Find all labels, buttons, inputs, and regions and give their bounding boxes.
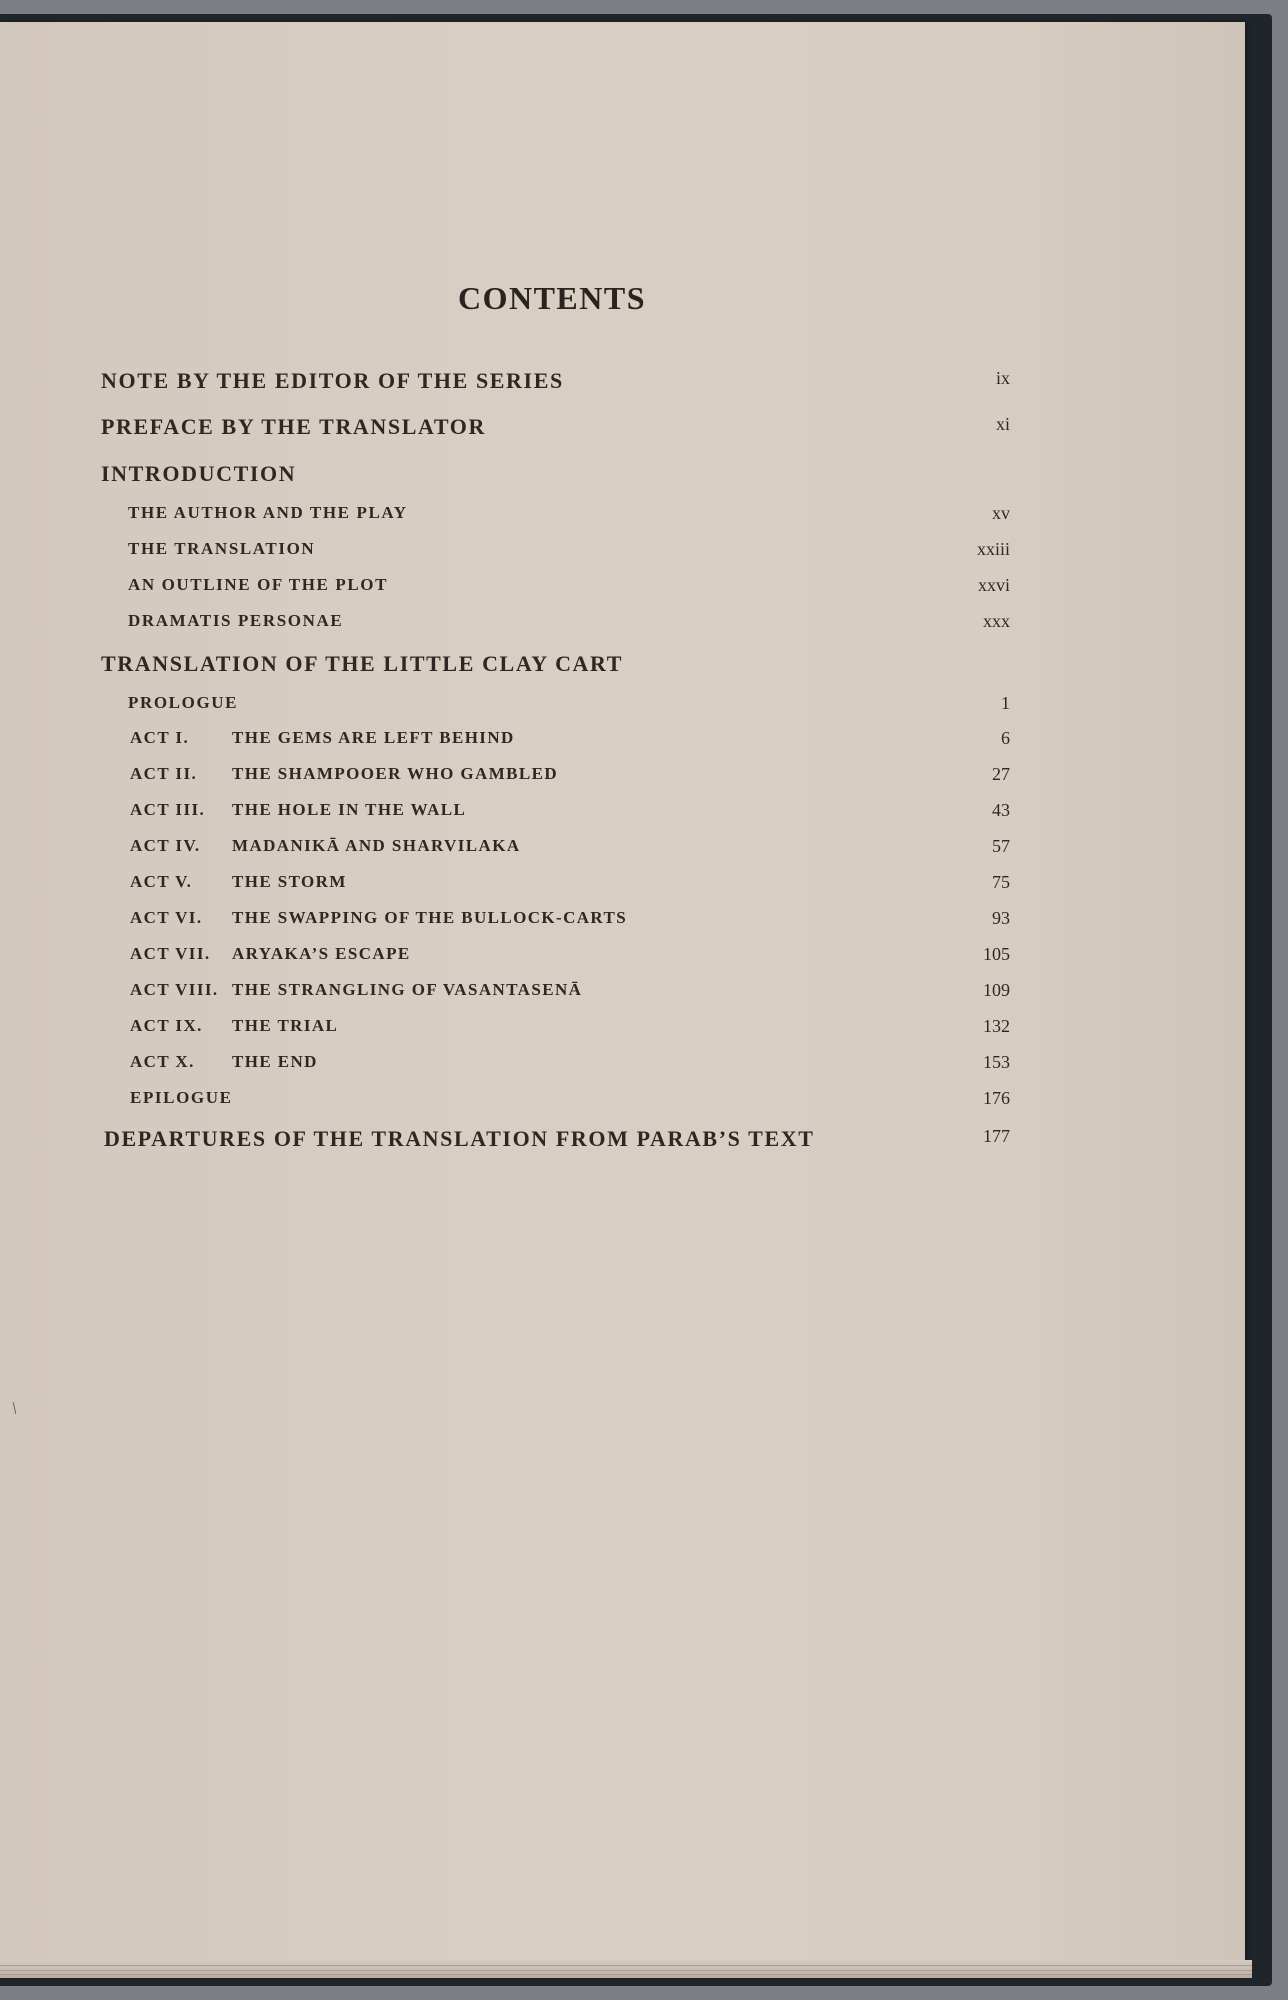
toc-act-title: THE STRANGLING OF VASANTASENĀ: [232, 980, 583, 999]
toc-act-title: THE HOLE IN THE WALL: [232, 800, 467, 819]
toc-entry-page: xxvi: [977, 575, 1010, 595]
toc-act-title: MADANIKĀ AND SHARVILAKA: [232, 836, 521, 855]
toc-act-number: ACT X.: [130, 1052, 195, 1071]
toc-entry-page: ix: [995, 368, 1010, 388]
toc-act-title: THE END: [232, 1052, 318, 1071]
toc-entry-page: 43: [992, 800, 1010, 820]
toc-entry-page: xv: [992, 503, 1010, 523]
toc-entry-label: PROLOGUE: [128, 693, 239, 712]
toc-act-number: ACT IX.: [130, 1016, 203, 1035]
toc-act-number: ACT VI.: [130, 908, 203, 927]
toc-act-title: ARYAKA’S ESCAPE: [232, 944, 411, 963]
toc-entry-label: THE AUTHOR AND THE PLAY: [128, 503, 408, 522]
toc-act-number: ACT IV.: [130, 836, 201, 855]
toc-entry-page: xxx: [983, 611, 1010, 631]
toc-entry-label: NOTE BY THE EDITOR OF THE SERIES: [101, 368, 564, 393]
toc-entry-page: 6: [1001, 728, 1010, 748]
toc-entry-page: xi: [995, 414, 1010, 434]
toc-entry-label: DEPARTURES OF THE TRANSLATION FROM PARAB’S TEXT: [104, 1126, 815, 1151]
toc-section-label: INTRODUCTION: [101, 461, 297, 486]
toc-entry-page: 132: [983, 1016, 1010, 1036]
toc-act-title: THE GEMS ARE LEFT BEHIND: [232, 728, 515, 747]
toc-act-number: ACT III.: [130, 800, 206, 819]
toc-act-title: THE TRIAL: [232, 1016, 339, 1035]
toc-act-number: ACT V.: [130, 872, 193, 891]
toc-entry-label: AN OUTLINE OF THE PLOT: [128, 575, 389, 594]
toc-entry-page: 176: [983, 1088, 1010, 1108]
toc-entry-label: PREFACE BY THE TRANSLATOR: [101, 414, 486, 439]
toc-entry-page: xxiii: [976, 539, 1010, 559]
toc-entry-page: 105: [983, 944, 1010, 964]
toc-act-number: ACT VII.: [130, 944, 211, 963]
toc-act-number: ACT VIII.: [130, 980, 219, 999]
toc-section-label: TRANSLATION OF THE LITTLE CLAY CART: [101, 651, 624, 676]
toc-entry-page: 177: [983, 1126, 1010, 1146]
toc-act-number: ACT I.: [130, 728, 190, 747]
toc-act-title: THE SHAMPOOER WHO GAMBLED: [232, 764, 559, 783]
toc-entry-page: 109: [983, 980, 1010, 1000]
toc-act-title: THE SWAPPING OF THE BULLOCK-CARTS: [232, 908, 628, 927]
page-stack-edge: [0, 1960, 1252, 1978]
contents-title: CONTENTS: [457, 280, 647, 316]
toc-entry-page: 93: [992, 908, 1010, 928]
toc-entry-page: 1: [1001, 693, 1010, 713]
toc-entry-label: THE TRANSLATION: [128, 539, 316, 558]
toc-entry-page: 57: [992, 836, 1010, 856]
toc-entry-page: 27: [992, 764, 1010, 784]
toc-entry-label: DRAMATIS PERSONAE: [128, 611, 344, 630]
toc-entry-page: 153: [983, 1052, 1010, 1072]
toc-entry-label: EPILOGUE: [130, 1088, 233, 1107]
toc-act-number: ACT II.: [130, 764, 198, 783]
toc-entry-page: 75: [992, 872, 1010, 892]
pencil-mark: [13, 1402, 16, 1414]
toc-act-title: THE STORM: [232, 872, 347, 891]
